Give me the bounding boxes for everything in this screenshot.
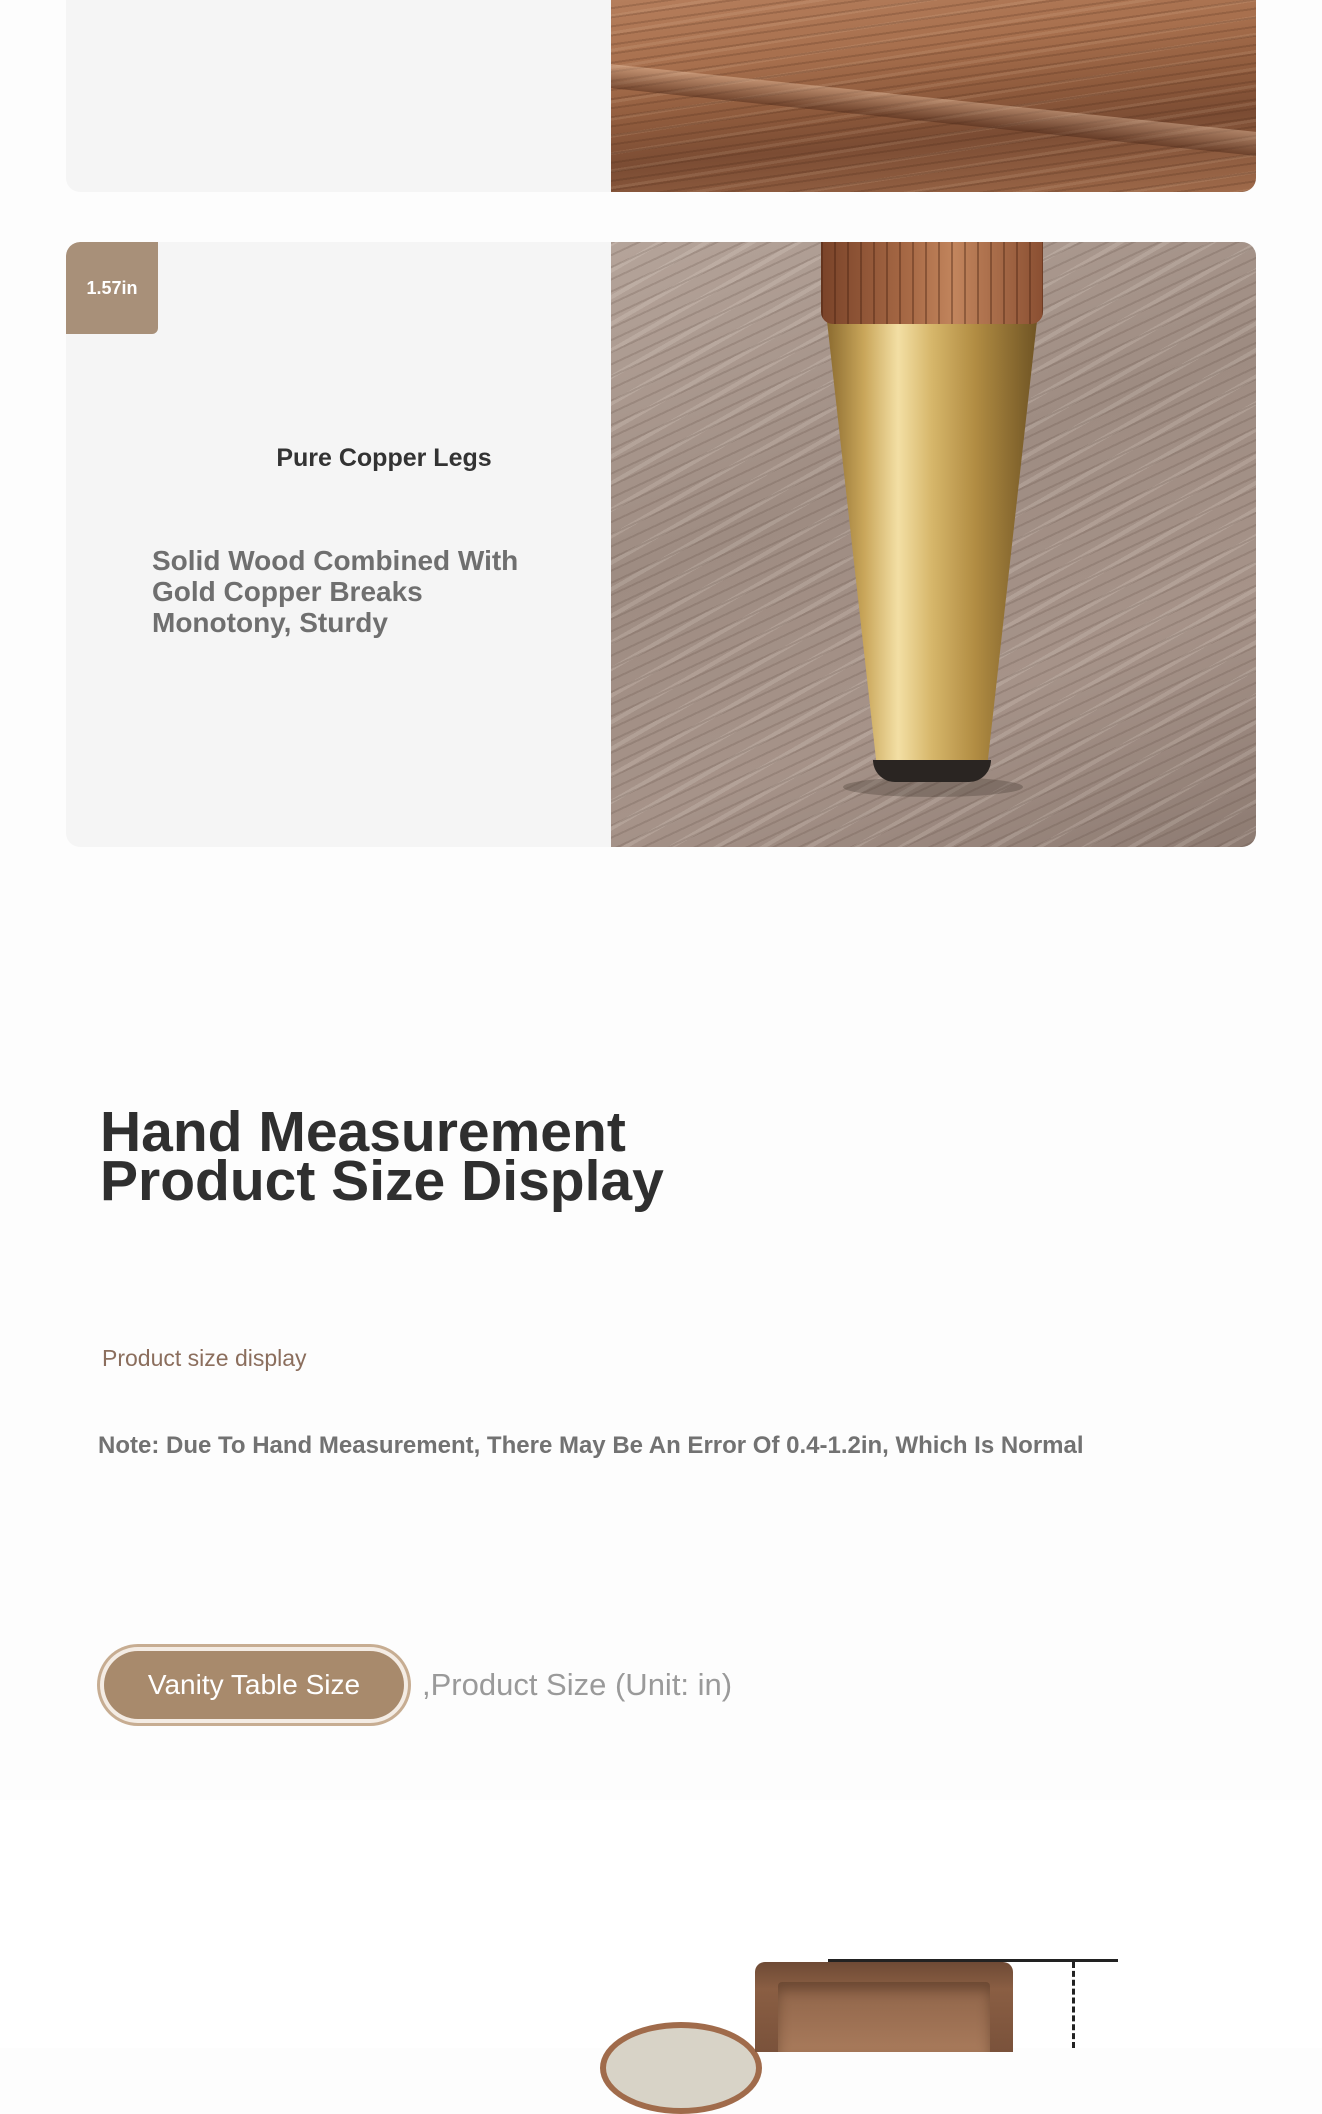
wood-grain-photo — [611, 0, 1256, 192]
felt-pad — [873, 760, 991, 782]
copper-legs-card — [66, 242, 1256, 847]
copper-sleeve — [826, 312, 1038, 767]
cabinet-compartment — [778, 1982, 990, 2052]
vanity-cabinet-image — [755, 1962, 1013, 2052]
section-subhead: Product size display — [102, 1345, 307, 1371]
wood-edge-highlight — [611, 64, 1256, 156]
feature-description: Solid Wood Combined With Gold Copper Breaks Monotony, Sturdy — [152, 545, 519, 638]
vanity-table-size-pill: Vanity Table Size — [104, 1651, 404, 1719]
feature-title: Pure Copper Legs — [276, 444, 492, 472]
round-mirror-image — [600, 2022, 762, 2114]
unit-label: ,Product Size (Unit: in) — [422, 1667, 733, 1702]
size-row — [104, 1651, 1204, 1727]
wooden-leg-top — [821, 242, 1043, 324]
dimension-line-vertical — [1072, 1962, 1075, 2048]
wood-detail-card — [66, 0, 1256, 192]
copper-leg-photo — [611, 242, 1256, 847]
section-headline: Hand Measurement Product Size Display — [100, 1100, 664, 1213]
product-preview-area — [0, 1800, 1322, 2048]
dimension-badge: 1.57in — [66, 242, 158, 334]
measurement-note: Note: Due To Hand Measurement, There May Be An Error Of 0.4-1.2in, Which Is Normal — [98, 1432, 1084, 1459]
